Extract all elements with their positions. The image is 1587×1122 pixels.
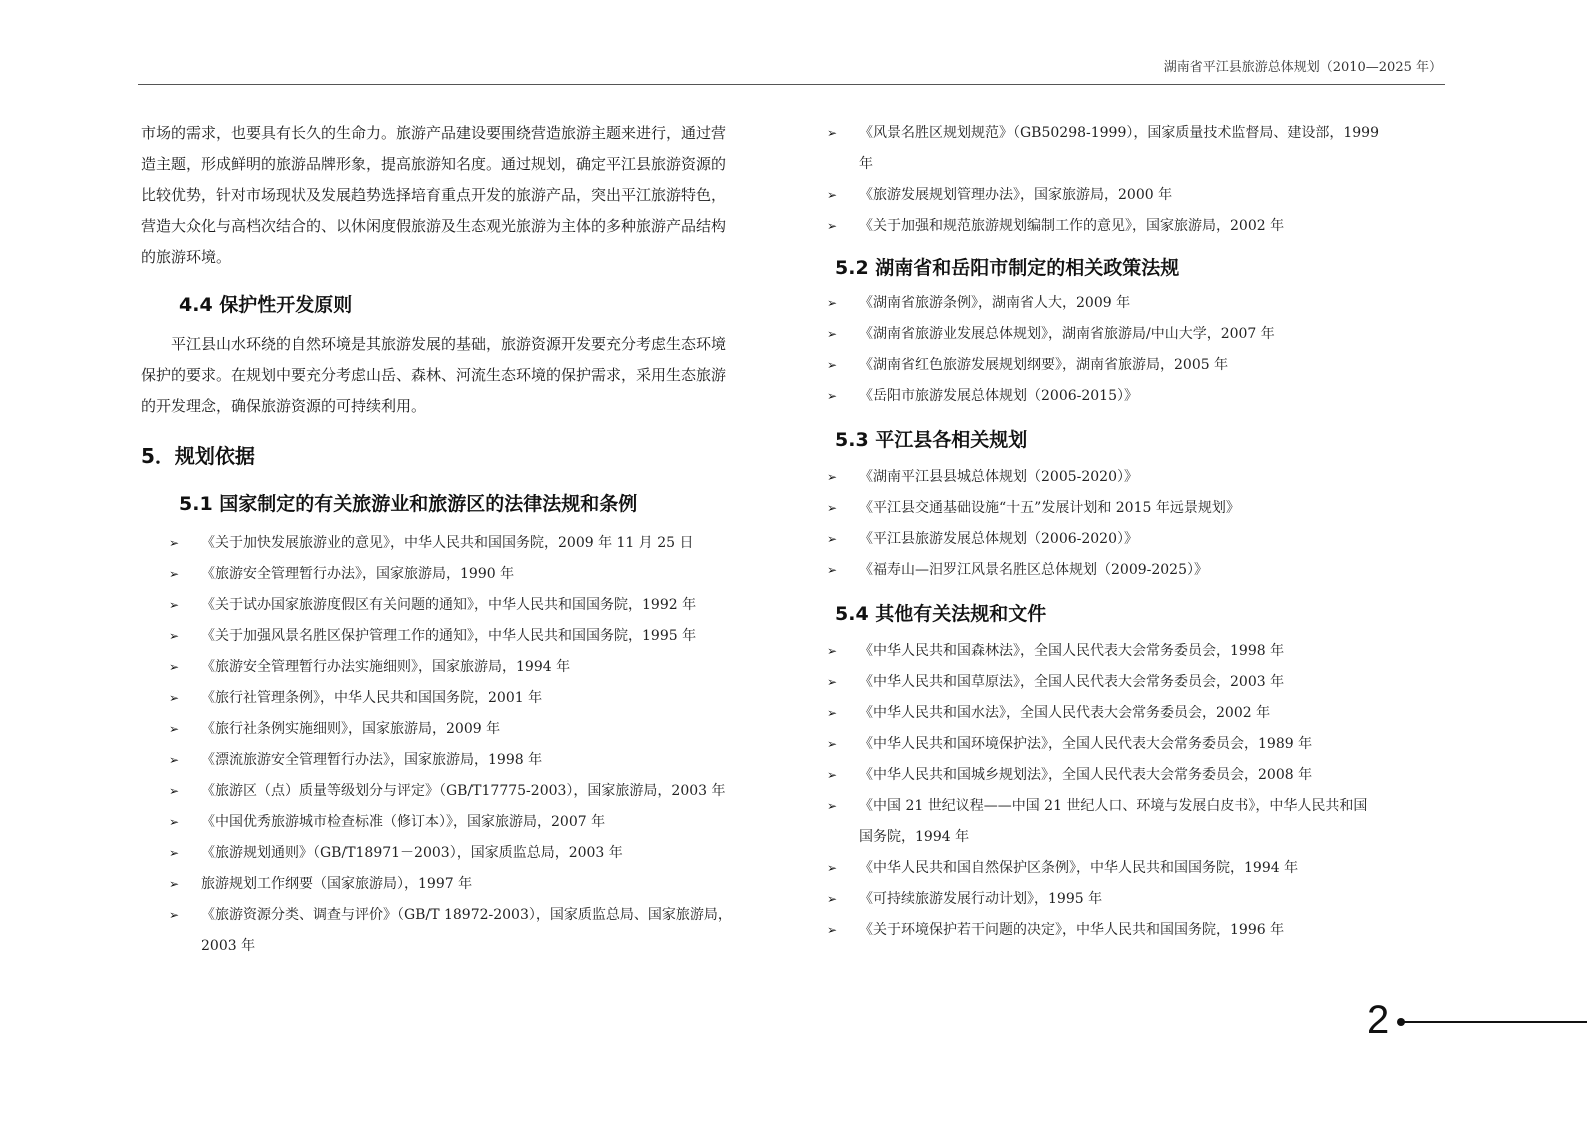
list-item-text: 《可持续旅游发展行动计划》，1995 年 <box>859 891 1103 907</box>
arrow-bullet-icon: ➢ <box>169 784 180 798</box>
list-item-text: 《关于加强风景名胜区保护管理工作的通知》，中华人民共和国国务院，1995 年 <box>201 628 697 644</box>
list-item-text: 《湖南省红色旅游发展规划纲要》，湖南省旅游局，2005 年 <box>859 357 1229 373</box>
list-item <box>827 180 1445 211</box>
arrow-bullet-icon: ➢ <box>827 327 838 341</box>
arrow-bullet-icon: ➢ <box>827 644 838 658</box>
list-item <box>827 884 1445 915</box>
list-item-text: 《湖南平江县县城总体规划（2005-2020）》 <box>859 469 1138 485</box>
text-line: 市场的需求，也要具有长久的生命力。旅游产品建设要围绕营造旅游主题来进行，通过营 <box>141 124 727 142</box>
list-item <box>169 559 769 590</box>
text-line: 比较优势，针对市场现状及发展趋势选择培育重点开发的旅游产品，突出平江旅游特色， <box>141 186 727 204</box>
list-5-4 <box>827 636 1445 946</box>
list-item <box>827 760 1445 791</box>
list-item-text: 《湖南省旅游条例》，湖南省人大，2009 年 <box>859 295 1131 311</box>
list-item-text-continued: 国务院，1994 年 <box>859 829 970 845</box>
running-header-title: 湖南省平江县旅游总体规划（2010—2025 年） <box>1163 60 1442 75</box>
arrow-bullet-icon: ➢ <box>169 815 180 829</box>
header-divider <box>138 84 1445 85</box>
text-line: 营造大众化与高档次结合的、以休闲度假旅游及生态观光旅游为主体的多种旅游产品结构 <box>141 217 727 235</box>
list-item <box>827 319 1445 350</box>
list-item-text-continued: 2003 年 <box>201 938 256 954</box>
list-item <box>827 118 1445 180</box>
list-item-text: 旅游规划工作纲要（国家旅游局），1997 年 <box>201 876 473 892</box>
arrow-bullet-icon: ➢ <box>827 358 838 372</box>
list-item <box>827 524 1445 555</box>
arrow-bullet-icon: ➢ <box>169 846 180 860</box>
list-item-text: 《中华人民共和国草原法》，全国人民代表大会常务委员会，2003 年 <box>859 674 1285 690</box>
arrow-bullet-icon: ➢ <box>169 567 180 581</box>
arrow-bullet-icon: ➢ <box>169 629 180 643</box>
heading-5: 5．规划依据 <box>141 444 255 468</box>
list-item-text: 《关于加快发展旅游业的意见》，中华人民共和国国务院，2009 年 11 月 25 日 <box>201 535 694 551</box>
list-item <box>827 462 1445 493</box>
arrow-bullet-icon: ➢ <box>827 737 838 751</box>
list-5-1-continued <box>827 118 1445 242</box>
arrow-bullet-icon: ➢ <box>169 536 180 550</box>
list-item <box>827 853 1445 884</box>
list-item-text: 《漂流旅游安全管理暂行办法》，国家旅游局，1998 年 <box>201 752 543 768</box>
page-number-rule <box>1403 1021 1587 1023</box>
list-5-2 <box>827 288 1445 412</box>
list-item <box>827 555 1445 586</box>
list-item <box>169 745 769 776</box>
list-item-text: 《风景名胜区规划规范》（GB50298-1999），国家质量技术监督局、建设部，1999 <box>859 125 1379 141</box>
heading-5-2: 5.2 湖南省和岳阳市制定的相关政策法规 <box>835 257 1180 279</box>
list-item <box>169 683 769 714</box>
arrow-bullet-icon: ➢ <box>169 660 180 674</box>
list-item-text: 《旅游区（点）质量等级划分与评定》（GB/T17775-2003），国家旅游局，2003 年 <box>201 783 726 799</box>
list-item-text: 《关于试办国家旅游度假区有关问题的通知》，中华人民共和国国务院，1992 年 <box>201 597 697 613</box>
list-5-1 <box>141 528 769 962</box>
arrow-bullet-icon: ➢ <box>827 675 838 689</box>
heading-5-4: 5.4 其他有关法规和文件 <box>835 603 1047 625</box>
left-column <box>141 118 769 962</box>
list-item <box>169 621 769 652</box>
list-item-text: 《旅游安全管理暂行办法》，国家旅游局，1990 年 <box>201 566 515 582</box>
list-item-text: 《中华人民共和国城乡规划法》，全国人民代表大会常务委员会，2008 年 <box>859 767 1313 783</box>
list-item <box>827 288 1445 319</box>
list-item-text: 《旅游发展规划管理办法》，国家旅游局，2000 年 <box>859 187 1173 203</box>
arrow-bullet-icon: ➢ <box>827 532 838 546</box>
list-item-text: 《中国 21 世纪议程——中国 21 世纪人口、环境与发展白皮书》，中华人民共和国 <box>859 798 1368 814</box>
list-item <box>827 211 1445 242</box>
list-item <box>169 590 769 621</box>
list-item-text: 《旅行社条例实施细则》，国家旅游局，2009 年 <box>201 721 501 737</box>
heading-5-3: 5.3 平江县各相关规划 <box>835 429 1028 451</box>
heading-4-4: 4.4 保护性开发原则 <box>179 294 353 316</box>
list-item <box>169 807 769 838</box>
list-item-text: 《中华人民共和国环境保护法》，全国人民代表大会常务委员会，1989 年 <box>859 736 1313 752</box>
list-item-text: 《旅游规划通则》（GB/T18971－2003），国家质监总局，2003 年 <box>201 845 623 861</box>
list-item <box>169 776 769 807</box>
list-item-text: 《岳阳市旅游发展总体规划（2006-2015）》 <box>859 388 1138 404</box>
list-item-text: 《福寿山—汨罗江风景名胜区总体规划（2009-2025）》 <box>859 562 1208 578</box>
intro-paragraph <box>141 118 769 273</box>
text-line: 的开发理念，确保旅游资源的可持续利用。 <box>141 397 427 415</box>
arrow-bullet-icon: ➢ <box>827 861 838 875</box>
list-item <box>827 729 1445 760</box>
list-item <box>827 915 1445 946</box>
arrow-bullet-icon: ➢ <box>827 470 838 484</box>
arrow-bullet-icon: ➢ <box>827 188 838 202</box>
list-item <box>827 493 1445 524</box>
arrow-bullet-icon: ➢ <box>827 799 838 813</box>
list-item-text: 《湖南省旅游业发展总体规划》，湖南省旅游局/中山大学，2007 年 <box>859 326 1275 342</box>
right-column <box>827 118 1445 946</box>
list-item <box>169 714 769 745</box>
list-5-3 <box>827 462 1445 586</box>
text-line: 造主题，形成鲜明的旅游品牌形象，提高旅游知名度。通过规划，确定平江县旅游资源的 <box>141 155 727 173</box>
text-line: 保护的要求。在规划中要充分考虑山岳、森林、河流生态环境的保护需求，采用生态旅游 <box>141 366 727 384</box>
arrow-bullet-icon: ➢ <box>827 923 838 937</box>
list-item <box>169 838 769 869</box>
list-item-text: 《平江县旅游发展总体规划（2006-2020）》 <box>859 531 1138 547</box>
arrow-bullet-icon: ➢ <box>827 296 838 310</box>
list-item <box>827 381 1445 412</box>
list-item-text: 《关于环境保护若干问题的决定》，中华人民共和国国务院，1996 年 <box>859 922 1285 938</box>
text-line: 的旅游环境。 <box>141 248 232 266</box>
list-item-text: 《关于加强和规范旅游规划编制工作的意见》，国家旅游局，2002 年 <box>859 218 1285 234</box>
paragraph-4-4 <box>141 329 769 422</box>
arrow-bullet-icon: ➢ <box>827 219 838 233</box>
list-item-text: 《旅游安全管理暂行办法实施细则》，国家旅游局，1994 年 <box>201 659 571 675</box>
list-item <box>169 652 769 683</box>
heading-5-1: 5.1 国家制定的有关旅游业和旅游区的法律法规和条例 <box>179 493 638 515</box>
list-item-text: 《旅游资源分类、调查与评价》（GB/T 18972-2003），国家质监总局、国家旅游局， <box>201 907 732 923</box>
list-item <box>169 528 769 559</box>
arrow-bullet-icon: ➢ <box>827 892 838 906</box>
list-item <box>169 869 769 900</box>
list-item-text-continued: 年 <box>859 156 873 172</box>
list-item <box>827 350 1445 381</box>
list-item <box>827 698 1445 729</box>
list-item <box>827 636 1445 667</box>
list-item-text: 《中华人民共和国自然保护区条例》，中华人民共和国国务院，1994 年 <box>859 860 1299 876</box>
arrow-bullet-icon: ➢ <box>169 598 180 612</box>
list-item-text: 《平江县交通基础设施“十五”发展计划和 2015 年远景规划》 <box>859 500 1240 516</box>
list-item-text: 《中华人民共和国森林法》，全国人民代表大会常务委员会，1998 年 <box>859 643 1285 659</box>
text-line: 平江县山水环绕的自然环境是其旅游发展的基础，旅游资源开发要充分考虑生态环境 <box>171 335 727 353</box>
arrow-bullet-icon: ➢ <box>169 753 180 767</box>
list-item-text: 《旅行社管理条例》，中华人民共和国国务院，2001 年 <box>201 690 543 706</box>
list-item <box>827 667 1445 698</box>
arrow-bullet-icon: ➢ <box>827 501 838 515</box>
arrow-bullet-icon: ➢ <box>169 877 180 891</box>
list-item-text: 《中国优秀旅游城市检查标准（修订本）》，国家旅游局，2007 年 <box>201 814 606 830</box>
list-item <box>827 791 1445 853</box>
arrow-bullet-icon: ➢ <box>169 691 180 705</box>
arrow-bullet-icon: ➢ <box>169 908 180 922</box>
arrow-bullet-icon: ➢ <box>827 706 838 720</box>
arrow-bullet-icon: ➢ <box>827 768 838 782</box>
list-item <box>169 900 769 962</box>
page-number: 2 <box>1367 998 1390 1042</box>
list-item-text: 《中华人民共和国水法》，全国人民代表大会常务委员会，2002 年 <box>859 705 1271 721</box>
arrow-bullet-icon: ➢ <box>169 722 180 736</box>
arrow-bullet-icon: ➢ <box>827 563 838 577</box>
arrow-bullet-icon: ➢ <box>827 126 838 140</box>
arrow-bullet-icon: ➢ <box>827 389 838 403</box>
